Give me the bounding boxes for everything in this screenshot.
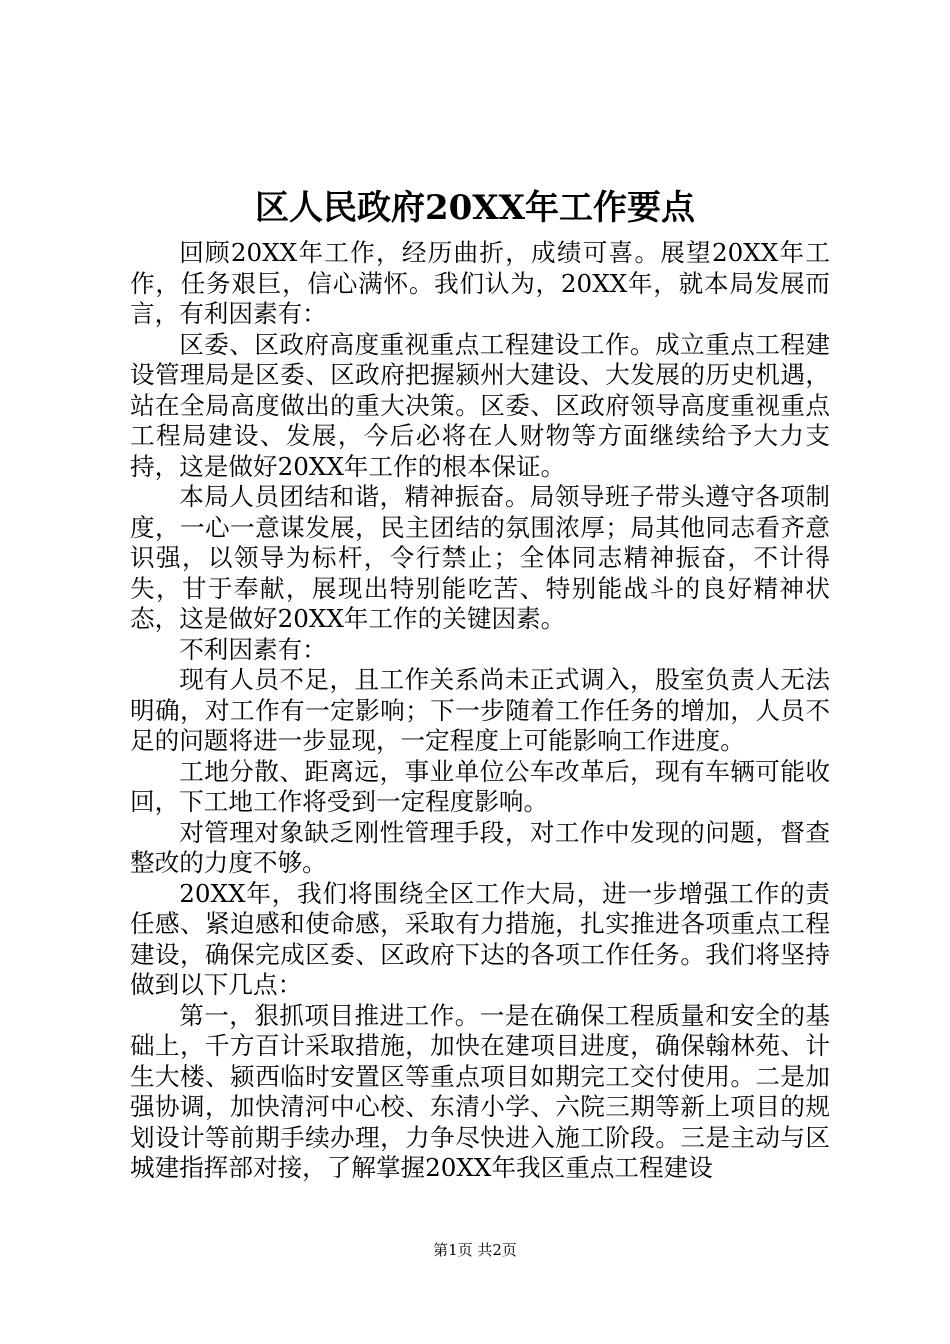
paragraph: 本局人员团结和谐，精神振奋。局领导班子带头遵守各项制度，一心一意谋发展，民主团结的氛围浓厚；局其他同志看齐意识强，以领导为标杆，令行禁止；全体同志精神振奋，不计得失，甘于奉献，展现出特别能吃苦、特别能战斗的良好精神状态，这是做好20XX年工作的关键因素。	[130, 482, 830, 633]
paragraph: 20XX年，我们将围绕全区工作大局，进一步增强工作的责任感、紧迫感和使命感，采取有力措施，扎实推进各项重点工程建设，确保完成区委、区政府下达的各项工作任务。我们将坚持做到以下几点：	[130, 878, 830, 999]
paragraph: 工地分散、距离远，事业单位公车改革后，现有车辆可能收回，下工地工作将受到一定程度影响。	[130, 756, 830, 816]
document-body	[130, 238, 830, 1184]
paragraph: 现有人员不足，且工作关系尚未正式调入，股室负责人无法明确，对工作有一定影响；下一步随着工作任务的增加，人员不足的问题将进一步显现，一定程度上可能影响工作进度。	[130, 665, 830, 755]
paragraph: 对管理对象缺乏刚性管理手段，对工作中发现的问题，督查整改的力度不够。	[130, 817, 830, 877]
page-number-footer: 第1页 共2页	[433, 1241, 517, 1259]
paragraph: 回顾20XX年工作，经历曲折，成绩可喜。展望20XX年工作，任务艰巨，信心满怀。我们认为，20XX年，就本局发展而言，有利因素有：	[130, 238, 830, 328]
paragraph: 不利因素有：	[179, 634, 327, 664]
paragraph: 区委、区政府高度重视重点工程建设工作。成立重点工程建设管理局是区委、区政府把握颍州大建设、大发展的历史机遇，站在全局高度做出的重大决策。区委、区政府领导高度重视重点工程局建设、发展，今后必将在人财物等方面继续给予大力支持，这是做好20XX年工作的根本保证。	[130, 329, 830, 481]
paragraph: 第一，狠抓项目推进工作。一是在确保工程质量和安全的基础上，千方百计采取措施，加快在建项目进度，确保翰林苑、计生大楼、颍西临时安置区等重点项目如期完工交付使用。二是加强协调，加快清河中心校、东清小学、六院三期等新上项目的规划设计等前期手续办理，力争尽快进入施工阶段。三是主动与区城建指挥部对接，了解掌握20XX年我区重点工程建设	[130, 1000, 830, 1182]
document-title: 区人民政府20XX年工作要点	[254, 188, 696, 228]
